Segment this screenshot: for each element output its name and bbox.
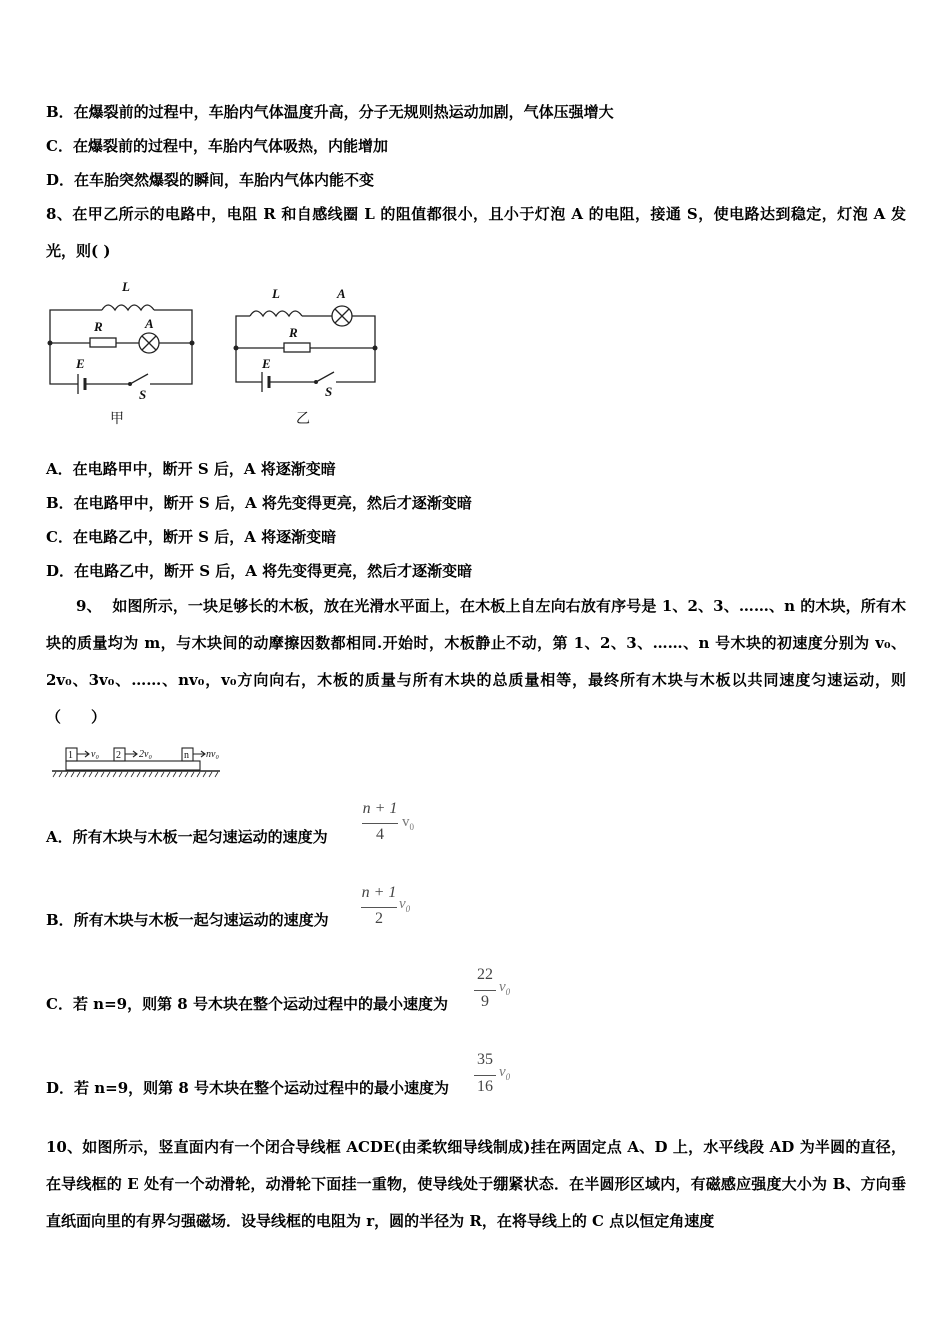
fraction-denominator: 2 (375, 910, 383, 927)
fraction-bar (362, 823, 398, 824)
label-l-right: L (272, 286, 280, 301)
q9-stem (46, 588, 906, 736)
fraction-numerator: n + 1 (362, 800, 398, 817)
q8-option-a: A．在电路甲中，断开 S 后，A 将逐渐变暗 (46, 460, 336, 478)
caption-yi: 乙 (296, 412, 310, 427)
q9-option-b: B．所有木块与木板一起匀速运动的速度为 (46, 911, 329, 929)
fraction-bar (474, 990, 496, 991)
q9-option-a-fraction (360, 800, 420, 848)
fraction-numerator: 22 (477, 966, 493, 983)
q9-option-d-fraction (472, 1051, 522, 1101)
q8-option-b: B．在电路甲中，断开 S 后，A 将先变得更亮，然后才逐渐变暗 (46, 494, 472, 512)
label-e-left: E (76, 356, 85, 371)
block-1-label: 1 (68, 750, 73, 761)
q8-stem: 8、在甲乙所示的电路中，电阻 R 和自感线圈 L 的阻值都很小，且小于灯泡 A 的电阻，接通 S，使电路达到稳定，灯泡 A 发光，则( ) (46, 205, 906, 260)
v0-symbol: $v_0$ (399, 896, 411, 914)
q9-option-c: C．若 n=9，则第 8 号木块在整个运动过程中的最小速度为 (46, 995, 448, 1013)
label-r-left: R (94, 319, 103, 334)
label-r-right: R (289, 325, 298, 340)
block-n-label: n (184, 750, 189, 761)
q10-stem: 10、如图所示，竖直面内有一个闭合导线框 ACDE(由柔软细导线制成)挂在两固定点 A、D 上，水平线段 AD 为半圆的直径，在导线框的 E 处有一个动滑轮，动滑轮下面挂一重物，使导线处于绷紧状态．在半圆形区域内，有磁感应强度大小为 B、方向垂直纸面向里的有界匀强磁场．设导线框的电阻为 r，圆的半径为 R，在将导线上的 C 点以恒定角速度 (46, 1138, 906, 1230)
q8-option-c: C．在电路乙中，断开 S 后，A 将逐渐变暗 (46, 528, 337, 546)
q9-stem-text: 如图所示，一块足够长的木板，放在光滑水平面上，在木板上自左向右放有序号是 1、2、3、……、n 的木块，所有木块的质量均为 m，与木块间的动摩擦因数都相同.开始时，木板静止不动，第 1、2、3、……、n 号木块的初速度分别为 v₀、2v₀、3v₀、……、nv₀，v₀方向向右，木板的质量与所有木块的总质量相等，最终所有木块与木板以共同速度匀速运动，则（ ） (46, 597, 907, 726)
block-2-label: 2 (116, 750, 121, 761)
label-s-left: S (139, 387, 147, 402)
q9-number: 9、 (76, 597, 102, 615)
fraction-denominator: 16 (477, 1078, 493, 1095)
fraction-numerator: n + 1 (361, 884, 397, 901)
q9-option-c-fraction (472, 966, 522, 1016)
q9-option-d: D．若 n=9，则第 8 号木块在整个运动过程中的最小速度为 (46, 1079, 450, 1097)
fraction-bar (361, 907, 397, 908)
label-a-right: A (337, 286, 346, 301)
fraction-denominator: 9 (481, 993, 489, 1010)
q8-circuit-figure (44, 278, 394, 428)
block-2-velocity: 2v₀ (139, 749, 152, 760)
q7-option-c: C．在爆裂前的过程中，车胎内气体吸热，内能增加 (46, 137, 388, 155)
q7-option-b: B．在爆裂前的过程中，车胎内气体温度升高，分子无规则热运动加剧，气体压强增大 (46, 103, 614, 121)
q8-option-d: D．在电路乙中，断开 S 后，A 将先变得更亮，然后才逐渐变暗 (46, 562, 473, 580)
q9-option-a: A．所有木块与木板一起匀速运动的速度为 (46, 828, 328, 846)
fraction-denominator: 4 (376, 826, 384, 843)
caption-jia: 甲 (110, 412, 124, 427)
v0-symbol: $v_0$ (499, 1064, 511, 1082)
label-s-right: S (325, 384, 333, 399)
q9-board-figure (52, 743, 230, 779)
q7-option-d: D．在车胎突然爆裂的瞬间，车胎内气体内能不变 (46, 171, 375, 189)
q9-option-b-fraction (359, 884, 419, 932)
block-1-velocity: v₀ (91, 749, 99, 760)
block-n-velocity: nv₀ (206, 749, 219, 760)
fraction-bar (474, 1075, 496, 1076)
label-l-left: L (122, 279, 130, 294)
label-e-right: E (262, 356, 271, 371)
label-a-left: A (145, 316, 154, 331)
v0-symbol: $v_0$ (499, 979, 511, 997)
v0-symbol: $v_0$ (402, 814, 414, 832)
fraction-numerator: 35 (477, 1051, 493, 1068)
